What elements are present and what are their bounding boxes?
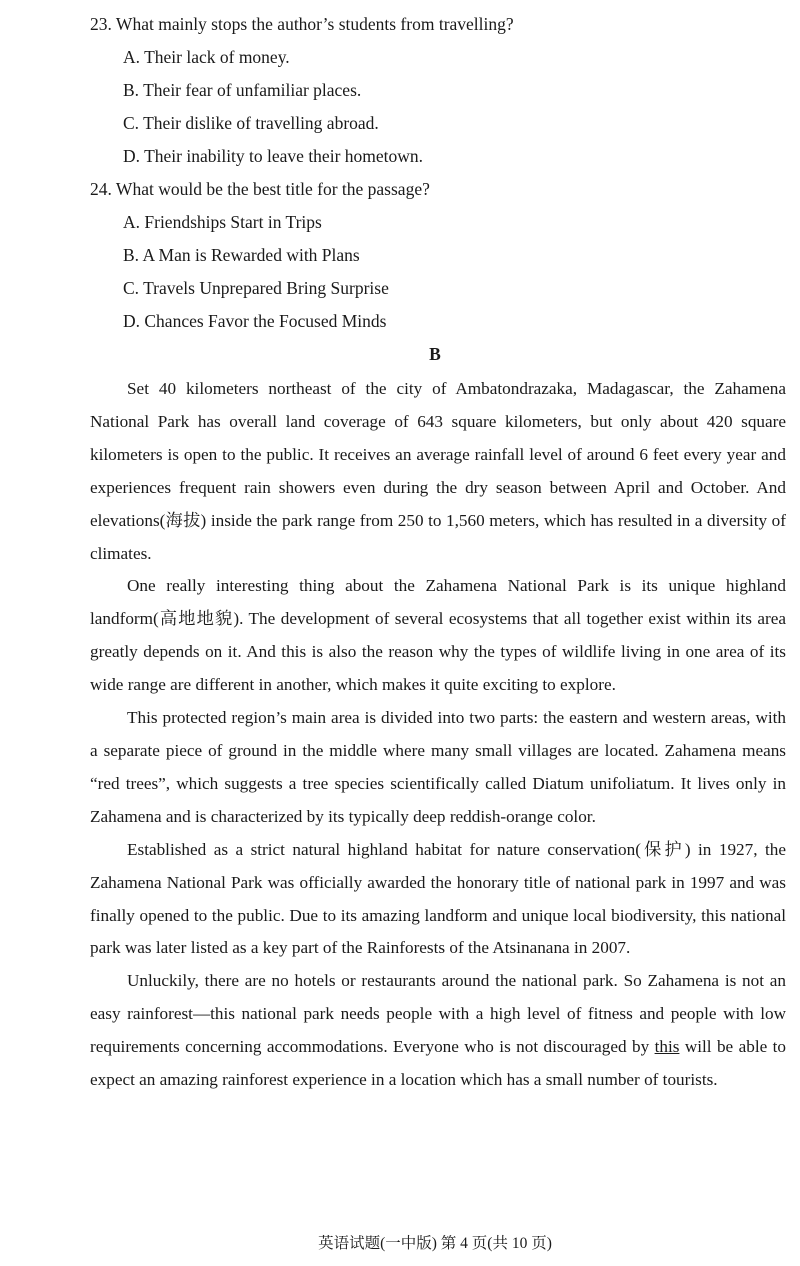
passage-paragraph-last [90,965,786,1097]
last-paragraph-text-after: will be able to expect an amazing rainforest experience in a location which has a small number of tourists. [90,1037,786,1090]
question-24-option-a: A. Friendships Start in Trips [123,212,322,232]
question-23-option-d: D. Their inability to leave their hometown. [123,146,424,166]
question-24-option-b: B. A Man is Rewarded with Plans [123,245,360,265]
passage-paragraph: Established as a strict natural highland habitat for nature conservation(保护) in 1927, the Zahamena National Park was officially awarded the honorary title of national park in 1997 and was finally opened to the public. Due to its amazing landform and unique local biodiversity, this national park was later listed as a key part of the Rainforests of the Atsinanana in 2007. [90,839,786,958]
question-23-option-a: A. Their lack of money. [123,47,290,67]
section-heading: B [429,344,441,364]
reading-passage [90,373,786,1097]
question-23-stem: 23. What mainly stops the author’s students from travelling? [90,14,514,34]
passage-paragraph: Set 40 kilometers northeast of the city of Ambatondrazaka, Madagascar, the Zahamena National Park has overall land coverage of 643 square kilometers, but only about 420 square kilometers is open to the public. It receives an average rainfall level of around 6 feet every year and experiences frequent rain showers even during the dry season between April and October. And elevations(海拔) inside the park range from 250 to 1,560 meters, which has resulted in a diversity of climates. [90,379,786,563]
question-24-option-c: C. Travels Unprepared Bring Surprise [123,278,389,298]
question-24-stem: 24. What would be the best title for the passage? [90,179,430,199]
page-footer: 英语试题(一中版) 第 4 页(共 10 页) [318,1235,552,1252]
question-23-option-b: B. Their fear of unfamiliar places. [123,80,362,100]
question-24-option-d: D. Chances Favor the Focused Minds [123,311,387,331]
passage-paragraph: This protected region’s main area is divided into two parts: the eastern and western areas, with a separate piece of ground in the middle where many small villages are located. Zahamena means “red trees”, which suggests a tree species scientifically called Diatum unifoliatum. It lives only in Zahamena and is characterized by its typically deep reddish-orange color. [90,708,786,826]
question-23-option-c: C. Their dislike of travelling abroad. [123,113,379,133]
last-paragraph-text-before: Unluckily, there are no hotels or restaurants around the national park. So Zahamena is not an easy rainforest—this national park needs people with a high level of fitness and people with low requirements concerning accommodations. Everyone who is not discouraged by [90,971,786,1057]
underlined-word: this [654,1037,680,1057]
passage-paragraph: One really interesting thing about the Zahamena National Park is its unique highland landform(高地地貌). The development of several ecosystems that all together exist within its area greatly depends on it. And this is also the reason why the types of wildlife living in one area of its wide range are different in another, which makes it quite exciting to explore. [90,576,786,695]
